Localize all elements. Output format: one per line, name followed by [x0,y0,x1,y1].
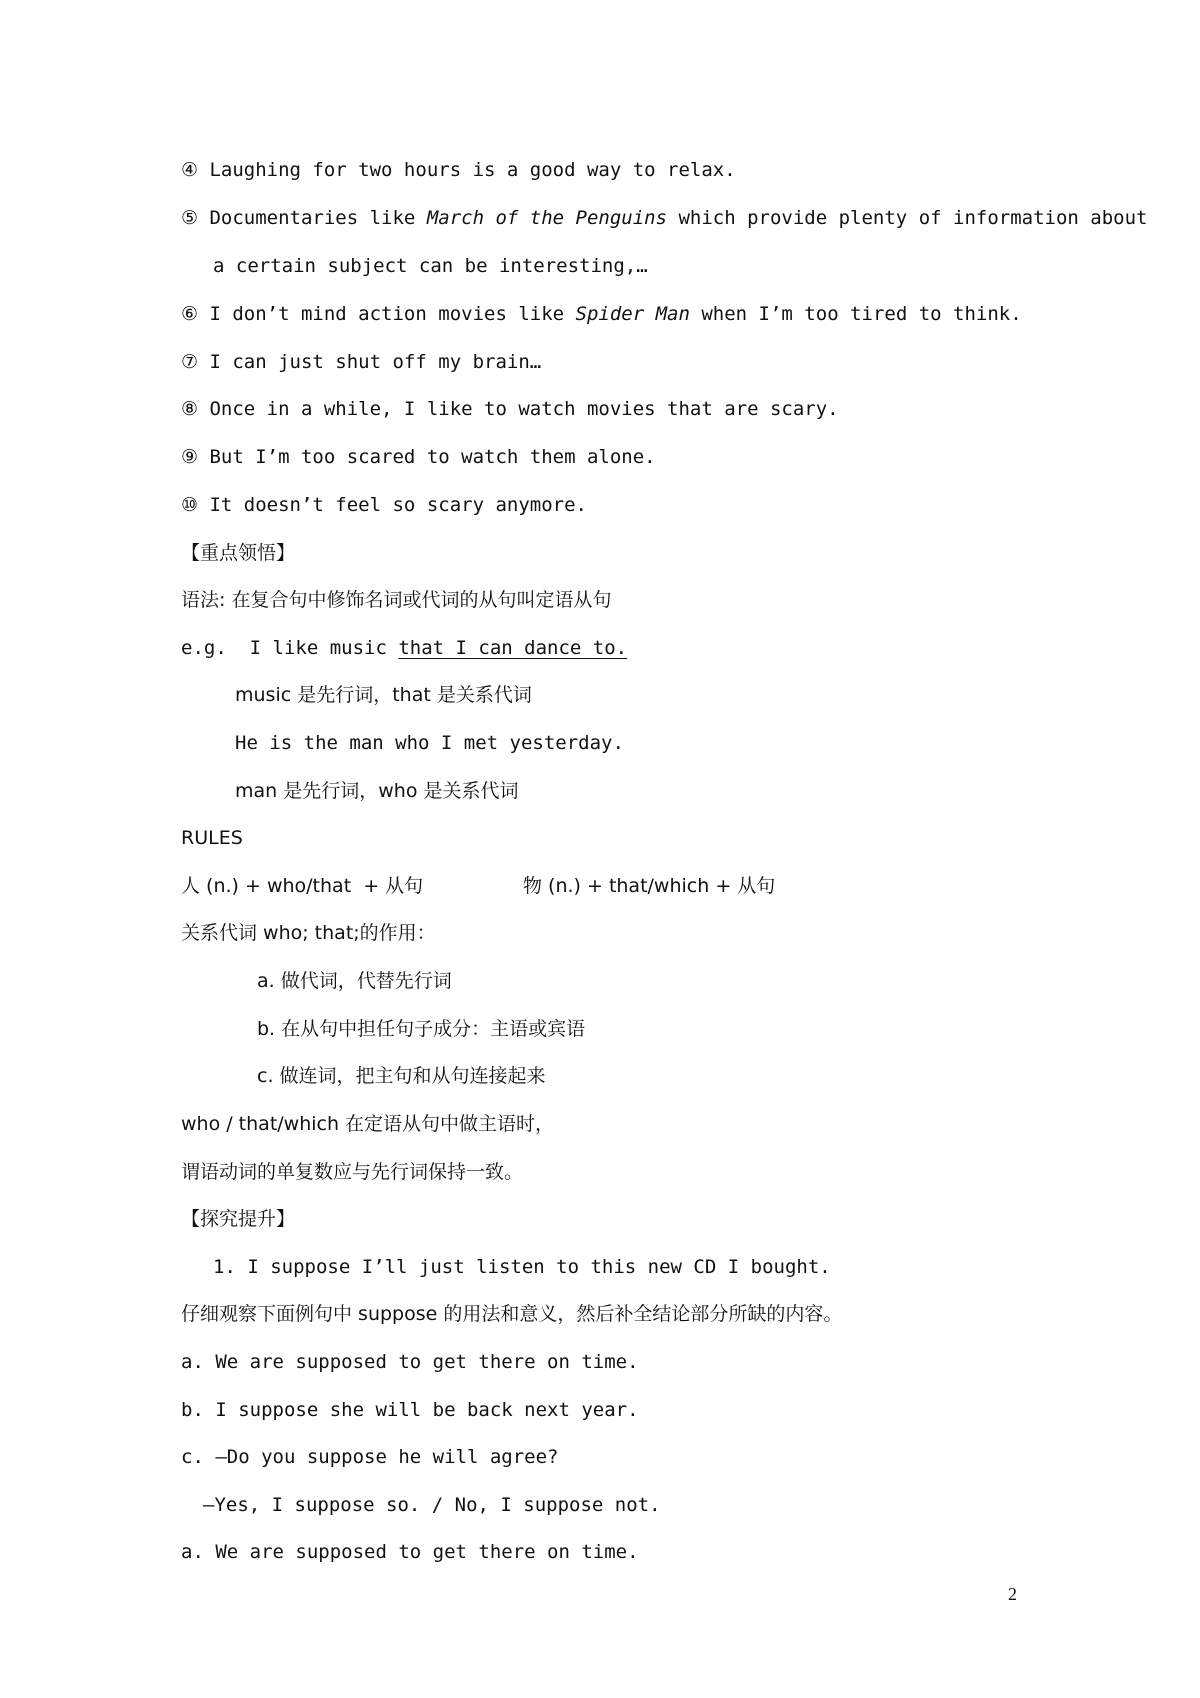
movie-title-spider-man: Spider Man [575,303,690,325]
suppose-example-c: c. —Do you suppose he will agree? [181,1446,559,1468]
suppose-example-a: a. We are supposed to get there on time. [181,1351,639,1373]
suppose-example-a-repeat: a. We are supposed to get there on time. [181,1541,639,1563]
suppose-example-c-reply: —Yes, I suppose so. / No, I suppose not. [203,1494,661,1516]
line-5-end: which provide plenty of information about [667,207,1148,229]
line-5-continuation: a certain subject can be interesting,… [213,255,648,277]
line-5-start: ⑤ Documentaries like [181,207,427,229]
grammar-definition: 语法: 在复合句中修饰名词或代词的从句叫定语从句 [181,589,612,611]
explore-instruction: 仔细观察下面例句中 suppose 的用法和意义，然后补全结论部分所缺的内容。 [181,1303,843,1325]
line-10: ⑩ It doesn’t feel so scary anymore. [181,494,587,516]
relative-pronoun-function-title: 关系代词 who; that;的作用： [181,922,436,944]
line-4: ④ Laughing for two hours is a good way to relax. [181,159,736,181]
line-5 [181,206,1147,230]
agreement-rule-1: who / that/which 在定语从句中做主语时， [181,1113,555,1135]
line-9: ⑨ But I’m too scared to watch them alone. [181,446,656,468]
example-sentence-1 [181,636,627,660]
rule-thing: 物 (n.) + that/which + 从句 [523,875,776,897]
suppose-example-b: b. I suppose she will be back next year. [181,1399,639,1421]
function-b: b. 在从句中担任句子成分：主语或宾语 [257,1018,586,1040]
rules-label: RULES [181,827,243,849]
line-7: ⑦ I can just shut off my brain… [181,351,542,373]
example-note-1: music 是先行词，that 是关系代词 [235,684,532,706]
agreement-rule-2: 谓语动词的单复数应与先行词保持一致。 [181,1161,524,1183]
page-number: 2 [1008,1584,1017,1604]
underlined-clause: that I can dance to. [398,637,628,659]
section-heading-explore: 【探究提升】 [181,1208,296,1230]
line-8: ⑧ Once in a while, I like to watch movies that are scary. [181,398,839,420]
example-note-2: man 是先行词，who 是关系代词 [235,780,519,802]
line-6-start: ⑥ I don’t mind action movies like [181,303,576,325]
example-prefix: e.g. I like music [181,637,399,659]
explore-item-1: 1. I suppose I’ll just listen to this new CD I bought. [213,1256,831,1278]
function-c: c. 做连词，把主句和从句连接起来 [257,1065,546,1087]
function-a: a. 做代词，代替先行词 [257,970,452,992]
section-heading-key-points: 【重点领悟】 [181,542,296,564]
rule-person: 人 (n.) + who/that + 从句 [181,875,424,897]
line-6-end: when I’m too tired to think. [689,303,1022,325]
line-6 [181,302,1022,326]
movie-title-march-of-the-penguins: March of the Penguins [426,207,668,229]
example-sentence-2: He is the man who I met yesterday. [235,732,624,754]
